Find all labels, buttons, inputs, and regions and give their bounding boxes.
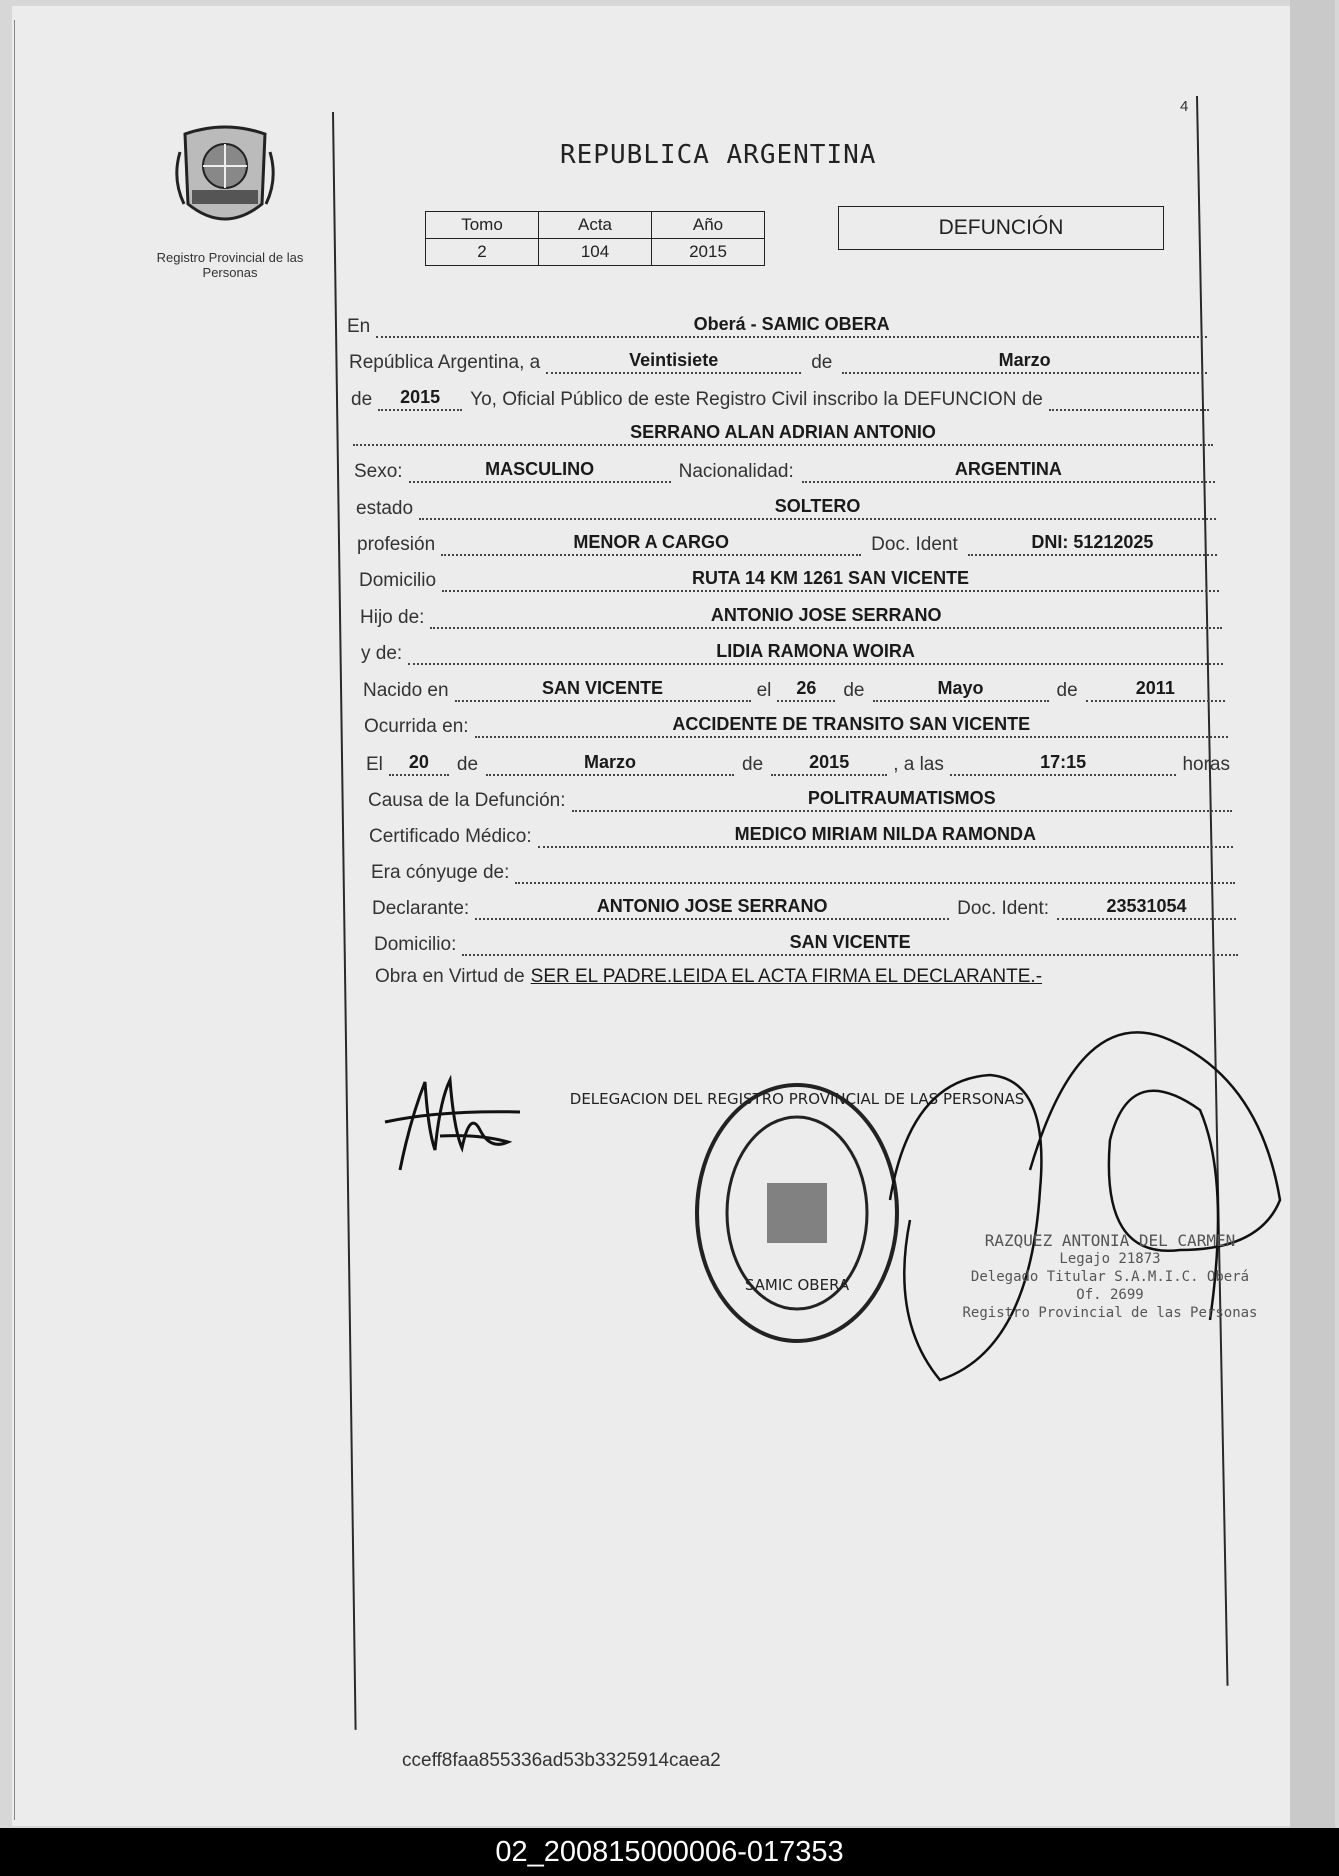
field-nombre-fallecido: SERRANO ALAN ADRIAN ANTONIO (353, 420, 1213, 446)
field-hora-defuncion: 17:15 (950, 750, 1177, 776)
provincial-coat-of-arms-icon (170, 124, 280, 234)
label-hijo-de: Hijo de: (360, 607, 425, 628)
field-anio-defuncion: 2015 (771, 750, 887, 776)
field-doc-ident-decl: 23531054 (1057, 894, 1236, 920)
row-causa (368, 786, 1232, 812)
label-doc-ident: Doc. Ident (871, 534, 958, 555)
label-profesion: profesión (357, 534, 436, 555)
field-certificado: MEDICO MIRIAM NILDA RAMONDA (538, 822, 1233, 848)
stamp-inner-text: SAMIC OBERA (744, 1276, 850, 1294)
field-causa: POLITRAUMATISMOS (572, 786, 1232, 812)
label-doc-ident-decl: Doc. Ident: (957, 898, 1050, 919)
row-fecha-defuncion (366, 750, 1230, 776)
label-republica: República Argentina, a (349, 352, 541, 373)
row-estado (356, 494, 1216, 520)
field-sexo: MASCULINO (409, 457, 671, 483)
official-signature-block (960, 1232, 1260, 1322)
field-doc-ident: DNI: 51212025 (968, 530, 1217, 556)
document-hash: cceff8faa855336ad53b3325914caea2 (402, 1750, 721, 1771)
label-declarante: Declarante: (372, 898, 470, 919)
label-horas: horas (1182, 754, 1230, 775)
text-inscribo: Yo, Oficial Público de este Registro Civil inscribo la DEFUNCION de (470, 389, 1043, 410)
row-sexo (354, 457, 1215, 483)
registry-label: Registro Provincial de las Personas (156, 250, 304, 280)
row-y-de (361, 639, 1223, 665)
label-el-def: El (366, 754, 383, 775)
row-ocurrida (364, 712, 1228, 738)
registry-header-tomo: Tomo (426, 212, 539, 239)
label-obra: Obra en Virtud de (375, 966, 525, 987)
label-causa: Causa de la Defunción: (368, 790, 566, 811)
registry-value-anio: 2015 (652, 239, 765, 266)
field-obra: SER EL PADRE.LEIDA EL ACTA FIRMA EL DECLARANTE.- (530, 966, 1043, 987)
declarant-signature (380, 1070, 530, 1180)
row-conyuge (371, 858, 1235, 884)
label-estado: estado (356, 498, 414, 519)
row-obra (375, 966, 1195, 988)
field-madre: LIDIA RAMONA WOIRA (408, 639, 1223, 665)
field-lugar-nacimiento: SAN VICENTE (455, 676, 751, 702)
row-certificado (369, 822, 1233, 848)
registry-value-tomo: 2 (426, 239, 539, 266)
row-profesion (357, 530, 1217, 556)
row-domicilio-decl (374, 930, 1238, 956)
label-ocurrida-en: Ocurrida en: (364, 716, 469, 737)
field-domicilio: RUTA 14 KM 1261 SAN VICENTE (442, 566, 1219, 592)
row-anio-acta (351, 385, 1209, 411)
page-number: 4 (1180, 98, 1189, 115)
field-en: Oberá - SAMIC OBERA (376, 312, 1207, 338)
official-title: Delegado Titular S.A.M.I.C. Oberá Of. 2699 (970, 1269, 1250, 1303)
row-domicilio (359, 566, 1219, 592)
document-type-box: DEFUNCIÓN (838, 206, 1164, 250)
label-domicilio-decl: Domicilio: (374, 934, 457, 955)
field-blank (1049, 385, 1209, 411)
label-de-def2: de (742, 754, 764, 775)
field-mes-nacimiento: Mayo (873, 676, 1049, 702)
left-margin-line (14, 20, 15, 1820)
label-a-las: , a las (893, 754, 944, 775)
label-el: el (756, 680, 772, 701)
field-nacionalidad: ARGENTINA (802, 457, 1215, 483)
label-de-nac1: de (843, 680, 865, 701)
field-estado: SOLTERO (419, 494, 1216, 520)
label-nacido-en: Nacido en (363, 680, 449, 701)
label-y-de: y de: (361, 643, 403, 664)
row-fecha-acta (349, 348, 1207, 374)
official-seal-icon (569, 1068, 1025, 1358)
row-en (347, 312, 1207, 338)
label-de-def1: de (456, 754, 479, 775)
label-en: En (347, 316, 371, 337)
field-profesion: MENOR A CARGO (441, 530, 861, 556)
field-dia-acta: Veintisiete (546, 348, 801, 374)
footer-id: 02_200815000006-017353 (0, 1828, 1339, 1876)
field-mes-acta: Marzo (842, 348, 1207, 374)
official-signature (880, 1020, 1300, 1400)
label-de-nac2: de (1056, 680, 1078, 701)
official-name: RAZQUEZ ANTONIA DEL CARMEN (984, 1231, 1236, 1250)
registry-value-acta: 104 (539, 239, 652, 266)
registry-table (425, 211, 765, 266)
official-legajo: Legajo 21873 (1059, 1251, 1161, 1267)
stamp-text: DELEGACION DEL REGISTRO PROVINCIAL DE LAS PERSONAS (569, 1090, 1025, 1108)
document-title: REPUBLICA ARGENTINA (560, 140, 877, 170)
label-nacionalidad: Nacionalidad: (678, 461, 794, 482)
label-de-anio: de (351, 389, 373, 410)
label-certificado: Certificado Médico: (369, 826, 532, 847)
row-nacido (363, 676, 1225, 702)
row-hijo-de (360, 603, 1222, 629)
row-declarante (372, 894, 1236, 920)
label-de: de (811, 352, 833, 373)
paper-edge (1290, 0, 1335, 1828)
field-anio-nacimiento: 2011 (1086, 676, 1225, 702)
field-dia-nacimiento: 26 (777, 676, 835, 702)
field-padre: ANTONIO JOSE SERRANO (430, 603, 1222, 629)
field-anio-acta: 2015 (378, 385, 462, 411)
registry-header-anio: Año (652, 212, 765, 239)
field-conyuge (515, 858, 1235, 884)
official-registry: Registro Provincial de las Personas (962, 1305, 1258, 1321)
field-declarante: ANTONIO JOSE SERRANO (475, 894, 949, 920)
row-nombre (353, 420, 1213, 446)
label-domicilio: Domicilio (359, 570, 437, 591)
field-dia-defuncion: 20 (389, 750, 449, 776)
field-domicilio-decl: SAN VICENTE (462, 930, 1238, 956)
label-sexo: Sexo: (354, 461, 403, 482)
field-mes-defuncion: Marzo (486, 750, 734, 776)
registry-header-acta: Acta (539, 212, 652, 239)
field-lugar-defuncion: ACCIDENTE DE TRANSITO SAN VICENTE (475, 712, 1228, 738)
label-conyuge: Era cónyuge de: (371, 862, 510, 883)
